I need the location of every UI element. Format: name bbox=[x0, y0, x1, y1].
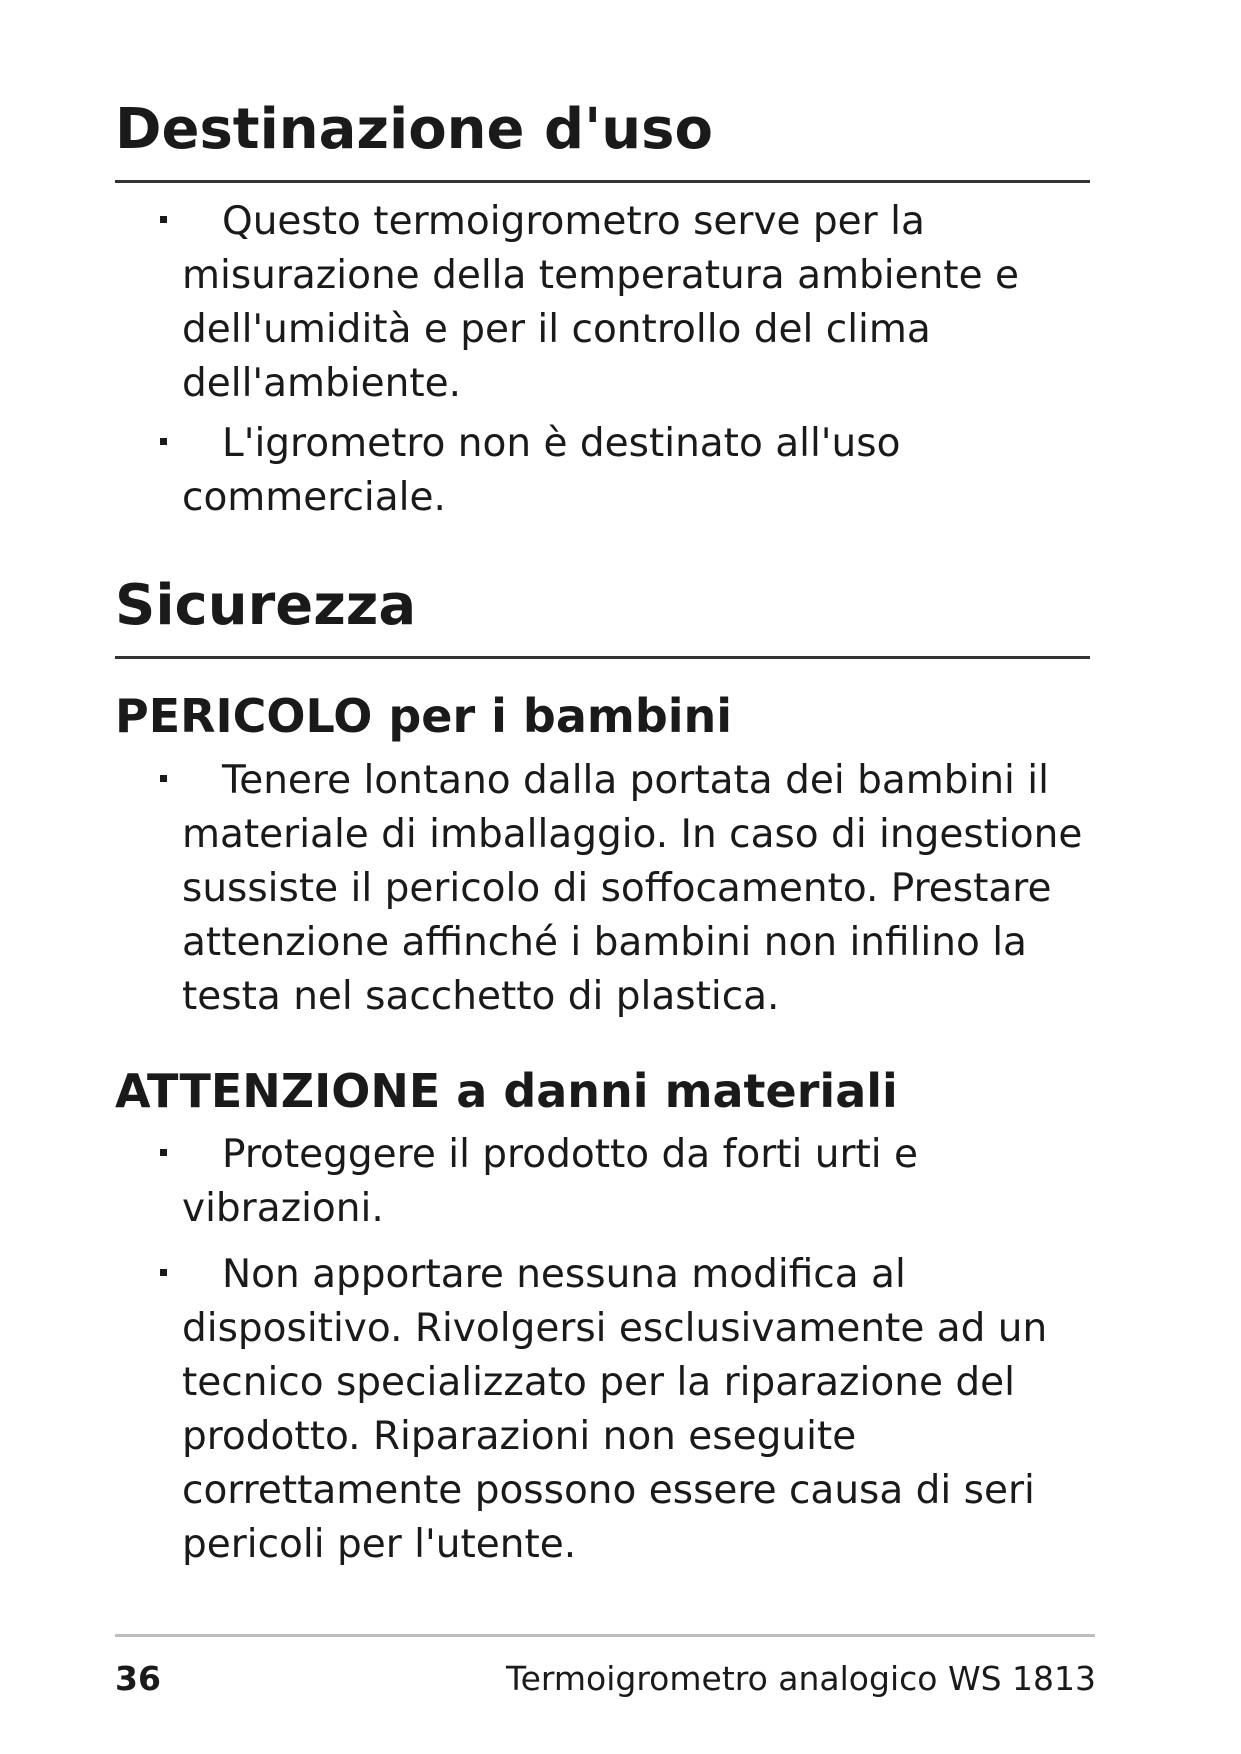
list-item-text: Non apportare nessuna modifica al dispositivo. Rivolgersi esclusivamente ad un tecnico specializzato per la riparazione del prodotto. Riparazioni non eseguite correttamente possono essere causa di seri pericoli per l'utente. bbox=[182, 1252, 1048, 1567]
footer-rule bbox=[115, 1634, 1095, 1637]
bullet-marker bbox=[160, 438, 167, 445]
bullet-marker bbox=[160, 216, 167, 223]
subheading-attenzione-danni: ATTENZIONE a danni materiali bbox=[115, 1064, 898, 1118]
list-item bbox=[160, 1248, 1100, 1572]
destinazione-list bbox=[160, 195, 1100, 525]
pericolo-list bbox=[160, 754, 1100, 1024]
list-item bbox=[160, 754, 1100, 1024]
heading-destinazione-uso: Destinazione d'uso bbox=[115, 97, 713, 162]
list-item bbox=[160, 417, 1100, 525]
page-number: 36 bbox=[115, 1659, 161, 1698]
footer-title: Termoigrometro analogico WS 1813 bbox=[506, 1659, 1096, 1698]
subheading-pericolo-bambini: PERICOLO per i bambini bbox=[115, 689, 733, 743]
list-item-text: Proteggere il prodotto da forti urti e vibrazioni. bbox=[182, 1132, 919, 1231]
list-item-text: Questo termoigrometro serve per la misurazione della temperatura ambiente e dell'umidità e per il controllo del clima dell'ambiente. bbox=[182, 199, 1019, 406]
bullet-marker bbox=[160, 1149, 167, 1156]
bullet-marker bbox=[160, 775, 167, 782]
list-item bbox=[160, 195, 1100, 411]
heading-sicurezza: Sicurezza bbox=[115, 573, 417, 638]
heading-rule bbox=[115, 180, 1090, 183]
list-item bbox=[160, 1128, 1100, 1236]
list-item-text: L'igrometro non è destinato all'uso commerciale. bbox=[182, 421, 901, 520]
heading-rule bbox=[115, 656, 1090, 659]
list-item-text: Tenere lontano dalla portata dei bambini il materiale di imballaggio. In caso di ingestione sussiste il pericolo di soffocamento. Prestare attenzione affinché i bambini non infilino la testa nel sacchetto di plastica. bbox=[182, 758, 1083, 1019]
bullet-marker bbox=[160, 1269, 167, 1276]
attenzione-list bbox=[160, 1128, 1100, 1572]
